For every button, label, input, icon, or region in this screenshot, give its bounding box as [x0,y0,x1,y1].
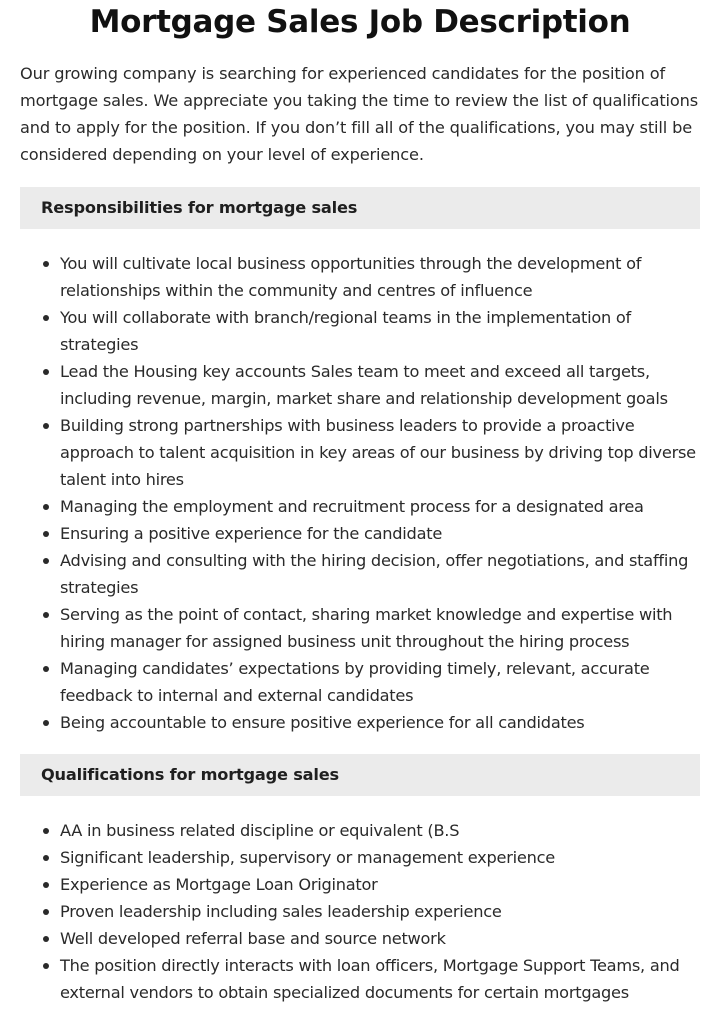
list-item: Managing the employment and recruitment process for a designated area [60,493,700,520]
list-item: Advising and consulting with the hiring decision, offer negotiations, and staffing strategies [60,547,700,601]
list-item: Experience as Mortgage Loan Originator [60,871,700,898]
page-title: Mortgage Sales Job Description [89,4,631,40]
list-item: Proven leadership including sales leadership experience [60,898,700,925]
list-item: Ensuring a positive experience for the candidate [60,520,700,547]
responsibilities-list [20,250,700,736]
list-item: AA in business related discipline or equivalent (B.S [60,817,700,844]
list-item: You will cultivate local business opportunities through the development of relationships within the community and centres of influence [60,250,700,304]
responsibilities-heading: Responsibilities for mortgage sales [20,187,700,229]
list-item: Well developed referral base and source network [60,925,700,952]
intro-paragraph: Our growing company is searching for experienced candidates for the position of mortgage sales. We appreciate you taking the time to review the list of qualifications and to apply for the position. If you don’t fill all of the qualifications, you may still be considered depending on your level of experience. [20,64,699,164]
qualifications-heading: Qualifications for mortgage sales [20,754,700,796]
list-item: Serving as the point of contact, sharing market knowledge and expertise with hiring manager for assigned business unit throughout the hiring process [60,601,700,655]
list-item: The position directly interacts with loan officers, Mortgage Support Teams, and external vendors to obtain specialized documents for certain mortgages [60,952,700,1006]
list-item: You will collaborate with branch/regional teams in the implementation of strategies [60,304,700,358]
qualifications-list [20,817,700,1006]
list-item: Being accountable to ensure positive experience for all candidates [60,709,700,736]
list-item: Lead the Housing key accounts Sales team to meet and exceed all targets, including revenue, margin, market share and relationship development goals [60,358,700,412]
list-item: Managing candidates’ expectations by providing timely, relevant, accurate feedback to internal and external candidates [60,655,700,709]
list-item: Building strong partnerships with business leaders to provide a proactive approach to talent acquisition in key areas of our business by driving top diverse talent into hires [60,412,700,493]
list-item: Significant leadership, supervisory or management experience [60,844,700,871]
